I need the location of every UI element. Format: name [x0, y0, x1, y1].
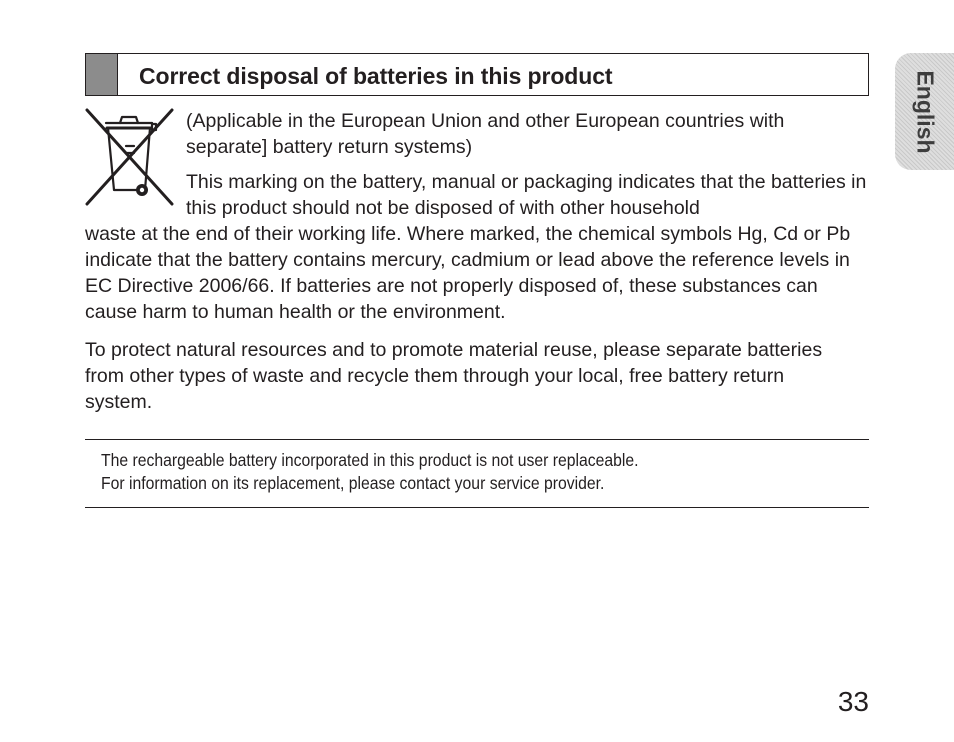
note-line-1: The rechargeable battery incorporated in this product is not user replaceable. — [101, 450, 639, 470]
language-tab-label: English — [912, 69, 938, 154]
marking-paragraph-end: waste at the end of their working life. Where marked, the chemical symbols Hg, Cd or Pb indicate that the battery contains mercury, cadmium or lead above the reference levels in EC Directive 2006/66. If batteries are not properly disposed of, these substances can cause harm to human health or the environment. — [85, 223, 851, 323]
note-box — [85, 439, 869, 508]
section-marker — [86, 54, 118, 95]
marking-paragraph-start: This marking on the battery, manual or packaging indicates that the batteries in this product should not be disposed of with other household — [186, 171, 867, 219]
protect-paragraph: To protect natural resources and to promote material reuse, please separate batteries from other types of waste and recycle them through your local, free battery return system. — [85, 339, 823, 413]
note-text — [101, 449, 639, 495]
note-line-2: For information on its replacement, please contact your service provider. — [101, 473, 605, 493]
marking-paragraph — [85, 169, 875, 325]
language-tab — [895, 53, 954, 170]
section-header — [85, 53, 869, 96]
page-number: 33 — [837, 686, 869, 717]
section-title: Correct disposal of batteries in this product — [139, 63, 613, 89]
applicability-text: (Applicable in the European Union and other European countries with separate] battery return systems) — [186, 110, 785, 158]
